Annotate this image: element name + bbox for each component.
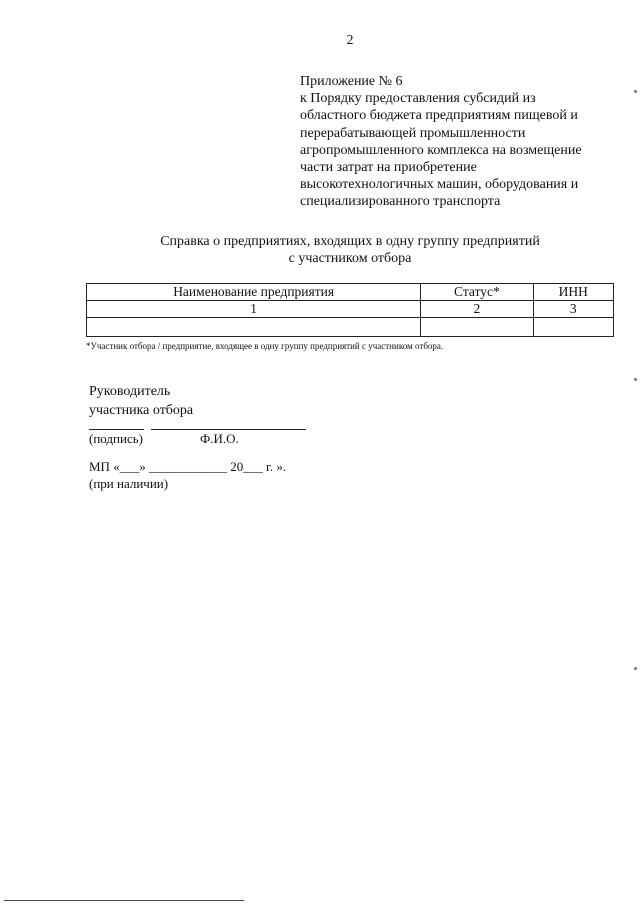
footnote: *Участник отбора / предприятие, входящее в одну группу предприятий с участником отбора.: [86, 341, 444, 351]
enterprises-table: [86, 283, 614, 337]
appendix-line: перерабатывающей промышленности: [300, 125, 526, 141]
head-title-line-1: Руководитель: [89, 384, 171, 399]
appendix-line: агропромышленного комплекса на возмещение: [300, 142, 582, 158]
column-number-1: 1: [87, 301, 421, 318]
table-row: [87, 318, 614, 337]
document-title: [86, 233, 614, 267]
appendix-line: Приложение № 6: [300, 74, 403, 89]
name-label: Ф.И.О.: [200, 431, 239, 446]
scan-mark: [634, 378, 637, 381]
appendix-line: части затрат на приобретение: [300, 160, 477, 176]
header-status: Статус*: [421, 284, 533, 301]
appendix-line: к Порядку предоставления субсидий из: [300, 91, 536, 107]
stamp-note: (при наличии): [89, 476, 169, 491]
table-number-row: [87, 301, 614, 318]
bottom-rule: [4, 900, 244, 901]
table-cell: [421, 318, 533, 337]
appendix-line: высокотехнологичных машин, оборудования и: [300, 177, 579, 193]
header-inn: ИНН: [533, 284, 613, 301]
document-title-line-2: с участником отбора: [288, 251, 412, 266]
head-title: [89, 382, 193, 420]
scan-mark: [634, 667, 637, 670]
name-line: [151, 429, 306, 430]
scan-mark: [634, 90, 637, 93]
table-cell: [87, 318, 421, 337]
column-number-2: 2: [421, 301, 533, 318]
stamp-date-line: МП «___» ____________ 20___ г. ».: [89, 459, 287, 474]
appendix-header: [300, 73, 620, 211]
appendix-line: специализированного транспорта: [300, 194, 501, 210]
page-number: 2: [346, 33, 354, 48]
table-cell: [533, 318, 613, 337]
head-title-line-2: участника отбора: [89, 403, 194, 418]
table-header-row: [87, 284, 614, 301]
document-title-line-1: Справка о предприятиях, входящих в одну группу предприятий: [160, 234, 540, 249]
signature-label: (подпись): [89, 431, 143, 446]
header-enterprise-name: Наименование предприятия: [87, 284, 421, 301]
signature-lines: [89, 429, 309, 430]
appendix-line: областного бюджета предприятиям пищевой и: [300, 108, 578, 124]
signature-line: [89, 429, 144, 430]
column-number-3: 3: [533, 301, 613, 318]
